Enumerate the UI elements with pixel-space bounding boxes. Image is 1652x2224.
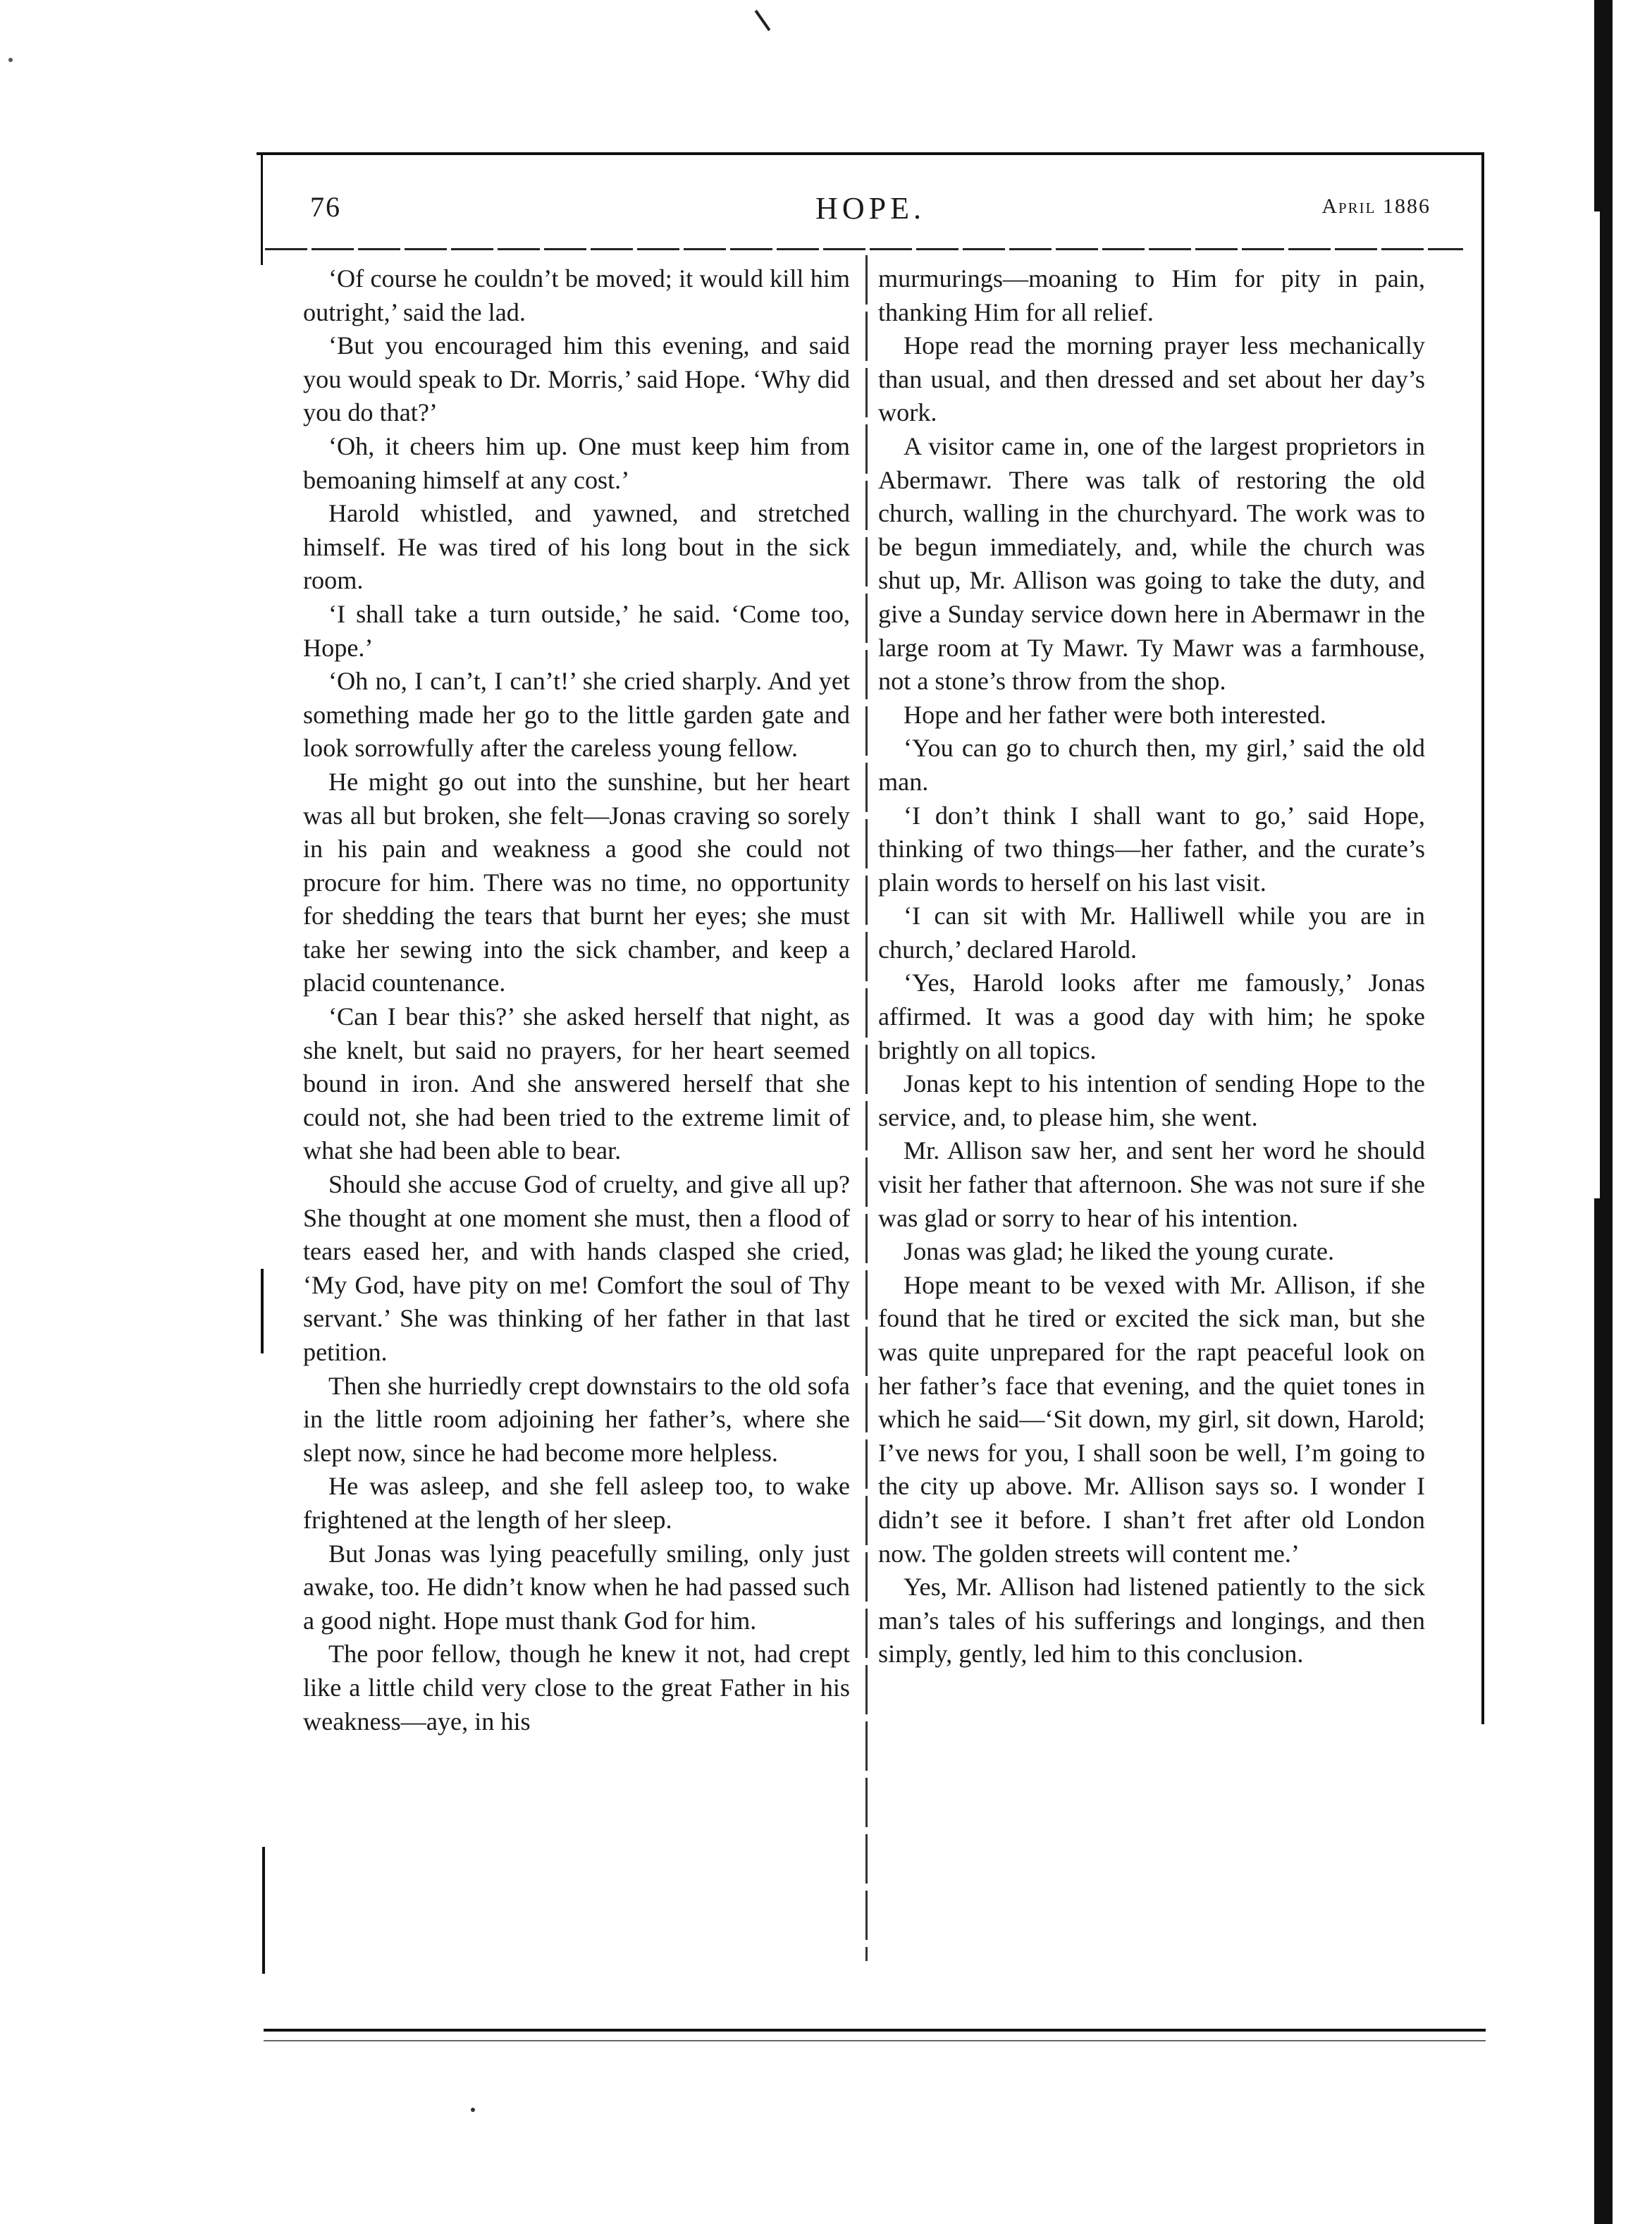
paragraph: Harold whistled, and yawned, and stretched himself. He was tired of his long bout in the sick room. [303, 499, 850, 595]
page-number: 76 [310, 191, 341, 223]
paragraph: But Jonas was lying peacefully smiling, only just awake, too. He didn’t know when he had passed such a good night. Hope must thank God for him. [303, 1539, 850, 1635]
scan-speck [471, 2108, 475, 2112]
paragraph: ‘Of course he couldn’t be moved; it would kill him outright,’ said the lad. [303, 264, 850, 326]
frame-left-rule [261, 152, 263, 265]
paragraph: He was asleep, and she fell asleep too, to wake frightened at the length of her sleep. [303, 1472, 850, 1534]
paragraph: ‘Yes, Harold looks after me famously,’ Jonas affirmed. It was a good day with him; he spoke brightly on all topics. [878, 969, 1425, 1064]
paragraph: Should she accuse God of cruelty, and give all up? She thought at one moment she must, then a flood of tears eased her, and with hands clasped she cried, ‘My God, have pity on me! Comfort the soul of Thy servant.’ She was thinking of her father in that last petition. [303, 1170, 850, 1366]
paragraph: Jonas kept to his intention of sending Hope to the service, and, to please him, she went. [878, 1069, 1425, 1131]
paragraph: murmurings—moaning to Him for pity in pain, thanking Him for all relief. [878, 264, 1425, 326]
footer-rule [264, 2029, 1486, 2032]
paragraph: The poor fellow, though he knew it not, had crept like a little child very close to the great Father in his weakness—aye, in his [303, 1640, 850, 1735]
paragraph: Mr. Allison saw her, and sent her word he should visit her father that afternoon. She was not sure if she was glad or sorry to hear of his intention. [878, 1136, 1425, 1232]
paragraph: ‘I shall take a turn outside,’ he said. ‘Come too, Hope.’ [303, 599, 850, 662]
paragraph: ‘Can I bear this?’ she asked herself that night, as she knelt, but said no prayers, for her heart seemed bound in iron. And she answered herself that she could not, she had been tried to the extreme limit of what she had been able to bear. [303, 1002, 850, 1165]
paragraph: Hope read the morning prayer less mechanically than usual, and then dressed and set about her day’s work. [878, 331, 1425, 427]
paragraph: Hope and her father were both interested. [904, 700, 1326, 729]
running-head [310, 190, 1431, 233]
paragraph: ‘But you encouraged him this evening, and said you would speak to Dr. Morris,’ said Hope. ‘Why did you do that?’ [303, 331, 850, 427]
column-divider [865, 255, 868, 1961]
scan-edge-gap [1594, 211, 1600, 1198]
paragraph: Then she hurriedly crept downstairs to the old sofa in the little room adjoining her father’s, where she slept now, since he had become more helpless. [303, 1371, 850, 1467]
paragraph: Jonas was glad; he liked the young curate. [904, 1237, 1334, 1266]
frame-left-rule [261, 1269, 264, 1353]
paragraph: ‘I don’t think I shall want to go,’ said Hope, thinking of two things—her father, and the curate’s plain words to herself on his last visit. [878, 801, 1425, 897]
journal-title: HOPE. [815, 191, 925, 226]
paragraph: Yes, Mr. Allison had listened patiently to the sick man’s tales of his sufferings and longings, and then simply, gently, led him to this conclusion. [878, 1573, 1425, 1669]
header-rule [265, 248, 1463, 250]
paragraph: ‘Oh, it cheers him up. One must keep him from bemoaning himself at any cost.’ [303, 431, 850, 494]
paragraph: ‘I can sit with Mr. Halliwell while you are in church,’ declared Harold. [878, 902, 1425, 964]
scan-speck [8, 58, 13, 62]
paragraph: ‘Oh no, I can’t, I can’t!’ she cried sharply. And yet something made her go to the little garden gate and look sorrowfully after the careless young fellow. [303, 667, 850, 763]
paragraph: He might go out into the sunshine, but her heart was all but broken, she felt—Jonas craving so sorely in his pain and weakness a good she could not procure for him. There was no time, no opportunity for shedding the tears that burnt her eyes; she must take her sewing into the sick chamber, and keep a placid countenance. [303, 767, 850, 997]
issue-date: April 1886 [1321, 195, 1431, 218]
paragraph: Hope meant to be vexed with Mr. Allison, if she found that he tired or excited the sick man, but she was quite unprepared for the rapt peaceful look on her father’s face that evening, and the quiet tones in which he said—‘Sit down, my girl, sit down, Harold; I’ve news for you, I shall soon be well, I’m going to the city up above. Mr. Allison says so. I wonder I didn’t see it before. I shan’t fret after old London now. The golden streets will content me.’ [878, 1270, 1425, 1568]
paragraph: ‘You can go to church then, my girl,’ said the old man. [878, 734, 1425, 796]
right-column [878, 262, 1425, 1671]
footer-rule-thin [264, 2040, 1486, 2041]
left-column [303, 262, 850, 1738]
frame-left-rule [262, 1847, 265, 1974]
paragraph: A visitor came in, one of the largest proprietors in Abermawr. There was talk of restoring the old church, walling in the churchyard. The work was to be begun immediately, and, while the church was shut up, Mr. Allison was going to take the duty, and give a Sunday service down here in Abermawr in the large room at Ty Mawr. Ty Mawr was a farmhouse, not a stone’s throw from the shop. [878, 431, 1425, 696]
scan-mark [755, 10, 771, 31]
